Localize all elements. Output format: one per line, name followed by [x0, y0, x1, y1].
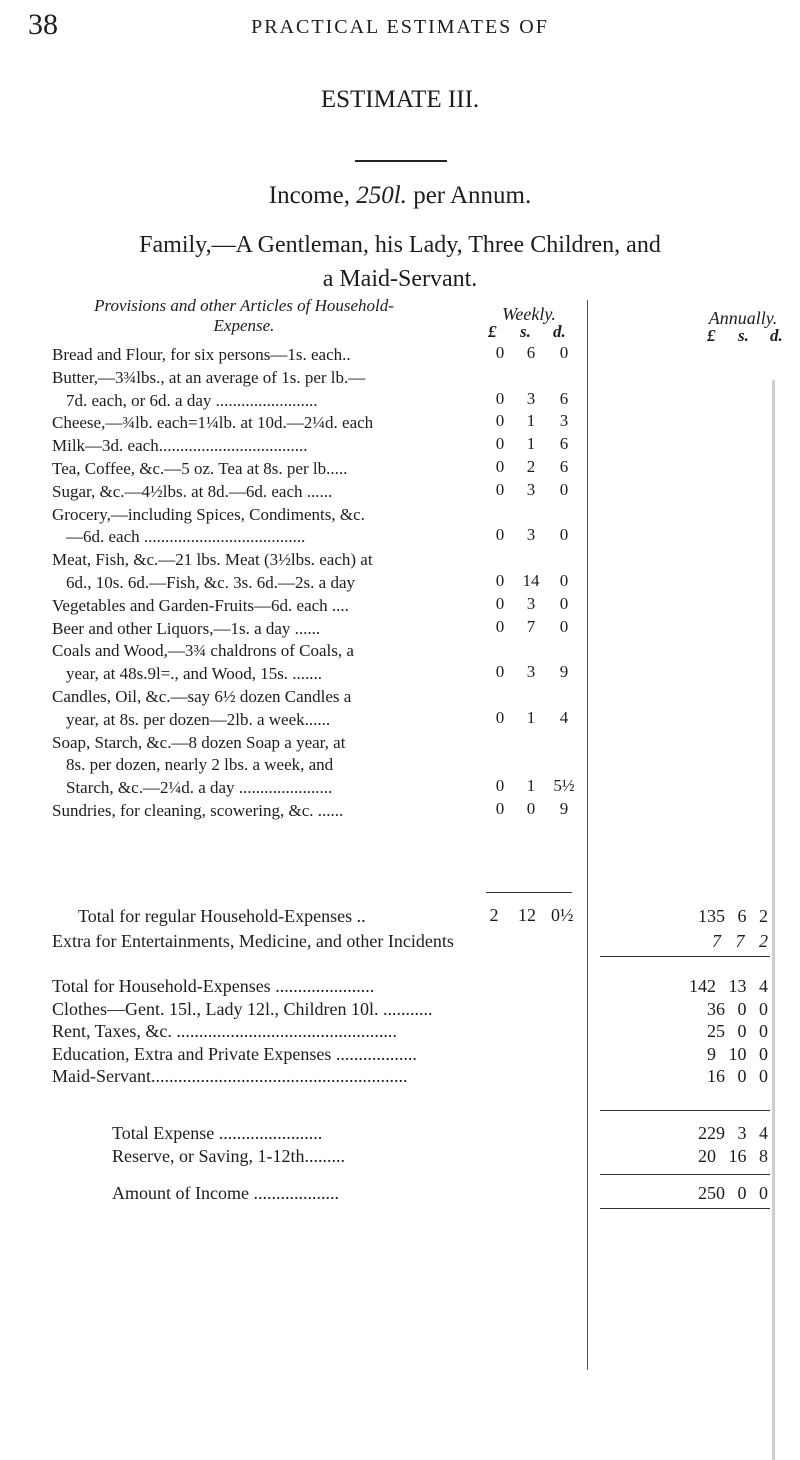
- item-pounds: 0: [495, 662, 505, 682]
- item-text-line: Sundries, for cleaning, scowering, &c. ......: [52, 801, 344, 820]
- weekly-unit-pence: d.: [553, 322, 566, 341]
- regular-total-pounds: 2: [489, 905, 499, 925]
- regular-total-pence: 0½: [551, 905, 574, 925]
- item-pence: 0: [559, 616, 569, 636]
- item-text-line: Candles, Oil, &c.—say 6½ dozen Candles a: [52, 687, 352, 706]
- item-shillings: 3: [526, 525, 536, 545]
- page-edge-shadow: [772, 380, 775, 1460]
- item-pence: 0: [559, 343, 569, 362]
- weekly-sum-rule: [486, 892, 572, 893]
- annual-sum-rule-4: [600, 1208, 770, 1209]
- annual-unit-shillings: s.: [738, 326, 749, 345]
- item-text-line: Bread and Flour, for six persons—1s. each..: [52, 345, 351, 364]
- item-pence: 9: [559, 662, 569, 682]
- item-pence: 9: [559, 799, 569, 818]
- weekly-unit-shillings: s.: [520, 322, 531, 341]
- item-text-line: Cheese,—¾lb. each=1¼lb. at 10d.—2¼d. each: [52, 413, 374, 433]
- family-line-2: a Maid-Servant.: [322, 266, 478, 292]
- extra-annual: 7 7 2: [712, 931, 768, 951]
- item-pounds: 0: [495, 776, 505, 796]
- item-text-line: Butter,—3¾lbs., at an average of 1s. per lb.—: [52, 367, 366, 387]
- weekly-unit-pounds: £: [488, 322, 497, 341]
- item-shillings: 6: [526, 343, 536, 362]
- annual-sum-rule-3: [600, 1174, 770, 1175]
- item-pence: 0: [559, 593, 569, 613]
- income-total-amount: 250 0 0: [698, 1183, 768, 1203]
- item-pounds: 0: [495, 593, 505, 613]
- income-prefix: Income,: [268, 182, 357, 209]
- annual-item-amount: 36 0 0: [707, 998, 768, 1019]
- item-shillings: 3: [526, 388, 536, 408]
- item-text-line: 7d. each, or 6d. a day ........................: [66, 390, 318, 410]
- item-shillings: 1: [526, 411, 536, 431]
- provisions-header-line1: Provisions and other Articles of Household-: [94, 296, 394, 315]
- page-number: 38: [28, 8, 58, 41]
- annual-item-amount: 16 0 0: [707, 1066, 768, 1086]
- annual-item-label: Rent, Taxes, &c. .................................................: [52, 1021, 397, 1041]
- estimate-title: ESTIMATE III.: [320, 86, 480, 113]
- running-head: PRACTICAL ESTIMATES OF: [251, 16, 549, 38]
- item-pence: 6: [559, 388, 569, 408]
- summary-amount: 229 3 4: [698, 1123, 768, 1143]
- item-text-line: Sugar, &c.—4½lbs. at 8d.—6d. each ......: [52, 481, 333, 501]
- title-rule: [355, 160, 447, 162]
- item-pence: 6: [559, 457, 569, 476]
- item-shillings: 1: [526, 434, 536, 454]
- annually-header: Annually.: [708, 308, 778, 328]
- income-amount: 250l.: [356, 182, 407, 209]
- item-pence: 0: [559, 571, 569, 590]
- item-pounds: 0: [495, 479, 505, 499]
- item-pence: 0: [559, 479, 569, 499]
- item-text-line: Coals and Wood,—3¾ chaldrons of Coals, a: [52, 641, 354, 661]
- item-pounds: 0: [495, 343, 505, 362]
- annual-item-label: Maid-Servant.........................................................: [52, 1066, 408, 1086]
- provisions-header-line2: Expense.: [213, 316, 275, 335]
- item-text-line: Grocery,—including Spices, Condiments, &c.: [52, 504, 365, 524]
- annual-item-amount: 9 10 0: [707, 1043, 768, 1064]
- item-text-line: Tea, Coffee, &c.—5 oz. Tea at 8s. per lb.....: [52, 459, 348, 478]
- item-pounds: 0: [495, 388, 505, 408]
- item-pence: 5½: [553, 776, 575, 796]
- item-pence: 4: [559, 707, 569, 727]
- weekly-header: Weekly.: [502, 304, 556, 324]
- item-pounds: 0: [495, 616, 505, 636]
- item-pounds: 0: [495, 411, 505, 431]
- item-pounds: 0: [495, 457, 505, 476]
- item-pounds: 0: [495, 525, 505, 545]
- item-shillings: 2: [526, 457, 536, 476]
- item-pounds: 0: [495, 434, 505, 454]
- provisions-header: [44, 296, 444, 336]
- item-pence: 3: [559, 411, 569, 431]
- item-pence: 6: [559, 434, 569, 454]
- annual-sum-rule-2: [600, 1110, 770, 1111]
- annual-item-amount: 25 0 0: [707, 1021, 768, 1041]
- summary-label: Reserve, or Saving, 1-12th.........: [112, 1146, 345, 1166]
- annual-item-label: Total for Household-Expenses ......................: [52, 976, 375, 996]
- item-pounds: 0: [495, 799, 505, 818]
- annual-sum-rule-1: [600, 956, 770, 957]
- annual-unit-pounds: £: [707, 326, 716, 345]
- regular-total-label: Total for regular Household-Expenses ..: [78, 906, 366, 926]
- income-suffix: per Annum.: [406, 182, 532, 209]
- annual-item-label: Education, Extra and Private Expenses ..................: [52, 1043, 417, 1064]
- item-shillings: 3: [526, 662, 536, 682]
- item-shillings: 3: [526, 593, 536, 613]
- item-pence: 0: [559, 525, 569, 545]
- annual-unit-pence: d.: [770, 326, 783, 345]
- item-text-line: 6d., 10s. 6d.—Fish, &c. 3s. 6d.—2s. a day: [66, 573, 355, 592]
- item-pounds: 0: [495, 571, 505, 590]
- item-text-line: Meat, Fish, &c.—21 lbs. Meat (3½lbs. each) at: [52, 550, 373, 570]
- income-line: [0, 182, 800, 210]
- item-shillings: 1: [526, 707, 536, 727]
- summary-label: Total Expense .......................: [112, 1123, 323, 1143]
- item-shillings: 1: [526, 776, 536, 796]
- item-text-line: —6d. each ......................................: [66, 527, 306, 547]
- item-text-line: Starch, &c.—2¼d. a day ......................: [66, 778, 333, 798]
- family-line-1: Family,—A Gentleman, his Lady, Three Children, and: [139, 232, 661, 258]
- item-text-line: Beer and other Liquors,—1s. a day ......: [52, 618, 321, 638]
- annual-item-amount: 142 13 4: [689, 976, 768, 996]
- item-text-line: Vegetables and Garden-Fruits—6d. each ....: [52, 595, 349, 615]
- column-divider: [587, 300, 588, 1370]
- item-shillings: 14: [522, 571, 540, 590]
- extra-label: Extra for Entertainments, Medicine, and other Incidents: [52, 931, 454, 951]
- item-text-line: Milk—3d. each...................................: [52, 436, 308, 456]
- item-text-line: 8s. per dozen, nearly 2 lbs. a week, and: [66, 755, 334, 775]
- item-shillings: 0: [526, 799, 536, 818]
- income-total-label: Amount of Income ...................: [112, 1183, 339, 1203]
- item-text-line: year, at 48s.9l=., and Wood, 15s. .......: [66, 664, 323, 684]
- regular-total-shillings: 12: [518, 905, 536, 925]
- item-shillings: 7: [526, 616, 536, 636]
- item-pounds: 0: [495, 707, 505, 727]
- item-shillings: 3: [526, 479, 536, 499]
- annual-item-label: Clothes—Gent. 15l., Lady 12l., Children 10l. ...........: [52, 998, 433, 1019]
- item-text-line: year, at 8s. per dozen—2lb. a week......: [66, 709, 331, 729]
- regular-total-annual: 135 6 2: [698, 906, 768, 926]
- family-line: [0, 228, 800, 296]
- summary-amount: 20 16 8: [698, 1146, 768, 1166]
- item-text-line: Soap, Starch, &c.—8 dozen Soap a year, at: [52, 732, 346, 752]
